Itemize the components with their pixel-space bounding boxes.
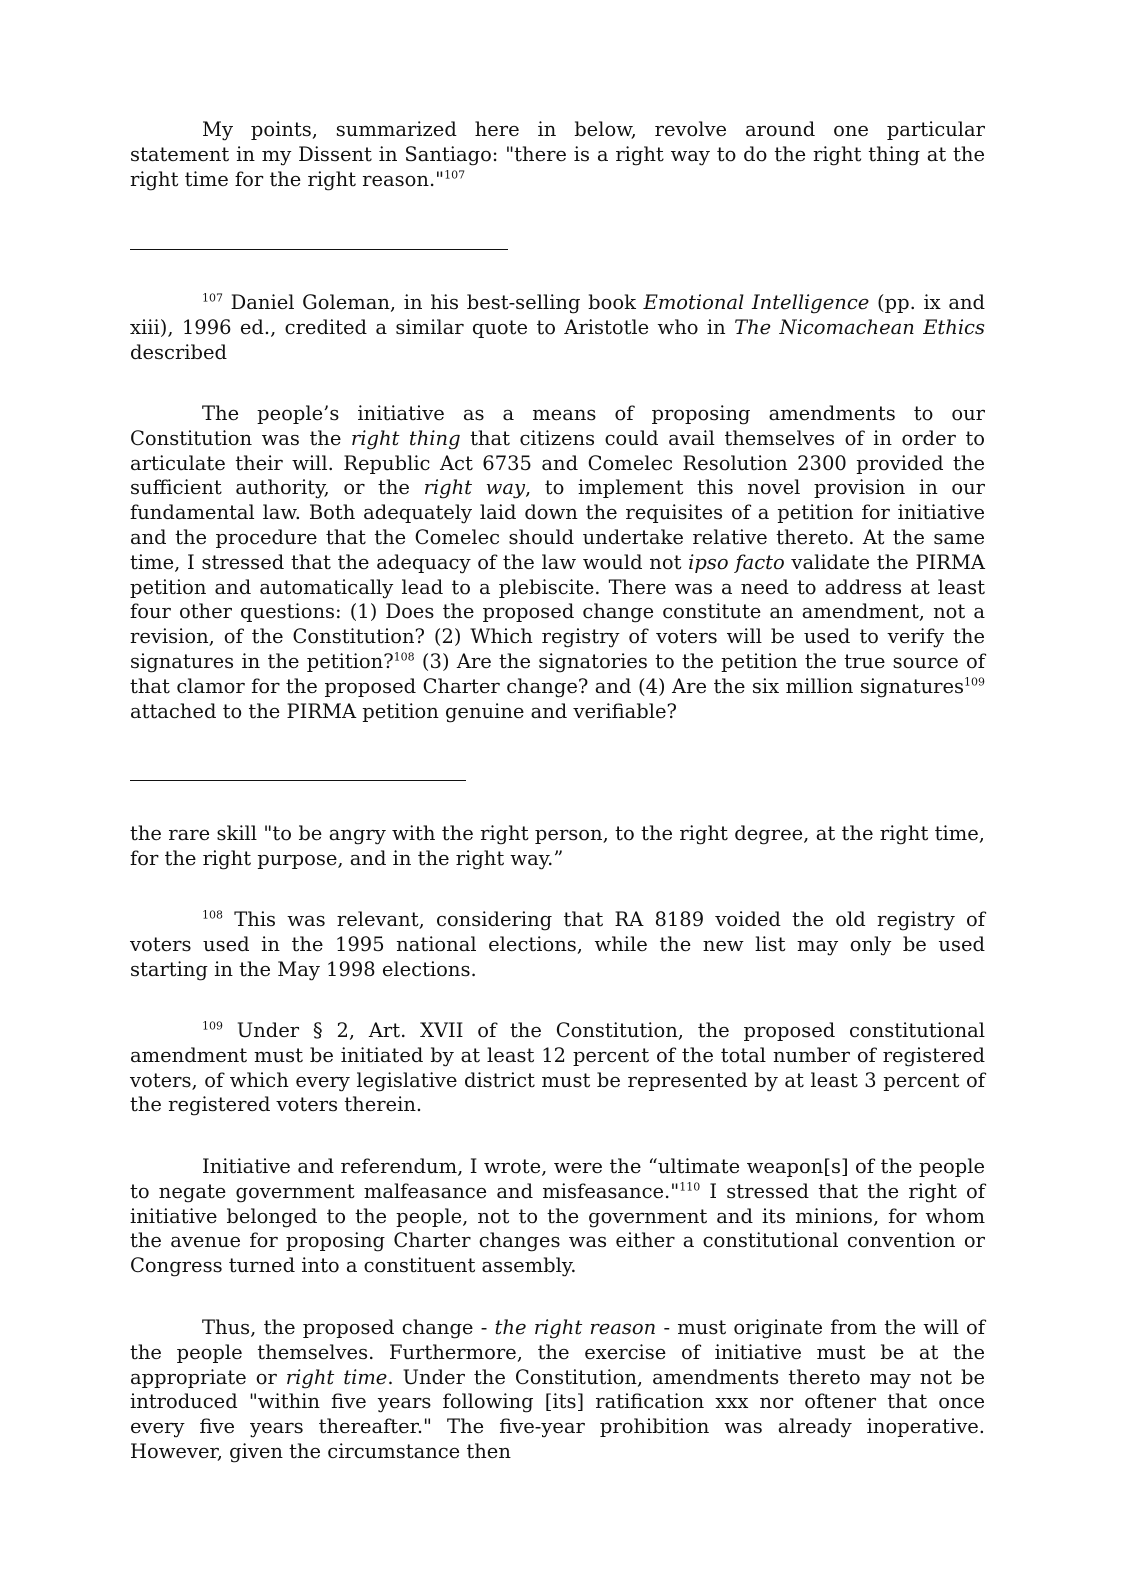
paragraph-referendum: Initiative and referendum, I wrote, were the “ultimate weapon[s] of the people to negate government malfeasance and misfeasance."$^{110}$ I stressed that the right of initiative belonged to the people, not to the government and its minions, for whom the avenue for proposing Charter changes was either a constitutional convention or Congress turned into a constituent assembly. [130,1155,985,1278]
paragraph-right-reason: Thus, the proposed change - the right reason - must originate from the will of the people themselves. Furthermore, the exercise of initiative must be at the appropriate or right time. Under the Constitution, amendments thereto may not be introduced "within five years following [its] ratification xxx nor oftener that once every five years thereafter." The five-year prohibition was already inoperative. However, given the circumstance then [130,1316,986,1463]
footnote-ref-108: 108 [393,650,415,664]
footnote-109: $^{109}$ Under § 2, Art. XVII of the Constitution, the proposed constitutional amendment must be initiated by at least 12 percent of the total number of registered voters, of which every legislative district must be represented by at least 3 percent of the registered voters therein. [130,1019,985,1117]
footnote-ref-107: 107 [444,168,466,182]
paragraph-initiative: The people’s initiative as a means of proposing amendments to our Constitution was the right thing that citizens could avail themselves of in order to articulate their will. Republic Act 6735 and Comelec Resolution 2300 provided the sufficient authority, or the right way, to implement this novel provision in our fundamental law. Both adequately laid down the requisites of a petition for initiative and the procedure that the Comelec should undertake relative thereto. At the same time, I stressed that the adequacy of the law would not ipso facto validate the PIRMA petition and automatically lead to a plebiscite. There was a need to address at least four other questions: (1) Does the proposed change constitute an amendment, not a revision, of the Constitution? (2) Which registry of voters will be used to verify the signatures in the petition?$^{108}$ (3) Are the signatories to the petition the true source of that clamor for the proposed Charter change? and (4) Are the six million signatures$^{109}$ attached to the PIRMA petition genuine and verifiable? [130,402,986,723]
footnote-number: 109 [202,1019,223,1033]
footnote-number: 107 [202,291,223,305]
footnote-107-continued: the rare skill "to be angry with the right person, to the right degree, at the right time, for the right purpose, and in the right way.” [130,822,985,870]
footnote-separator [130,249,508,250]
footnote-107: $^{107}$ Daniel Goleman, in his best-selling book Emotional Intelligence (pp. ix and xiii), 1996 ed., credited a similar quote to Aristotle who in The Nicomachean Ethics described [130,291,986,364]
paragraph-points: My points, summarized here in below, revolve around one particular statement in my Dissent in Santiago: "there is a right way to do the right thing at the right time for the right reason."$^{107}$ [130,118,985,191]
footnote-ref-110: 110 [679,1180,701,1194]
footnote-separator [130,780,466,781]
footnote-ref-109: 109 [964,675,985,689]
footnote-number: 108 [202,908,223,922]
footnote-108: $^{108}$ This was relevant, considering that RA 8189 voided the old registry of voters used in the 1995 national elections, while the new list may only be used starting in the May 1998 elections. [130,908,985,981]
